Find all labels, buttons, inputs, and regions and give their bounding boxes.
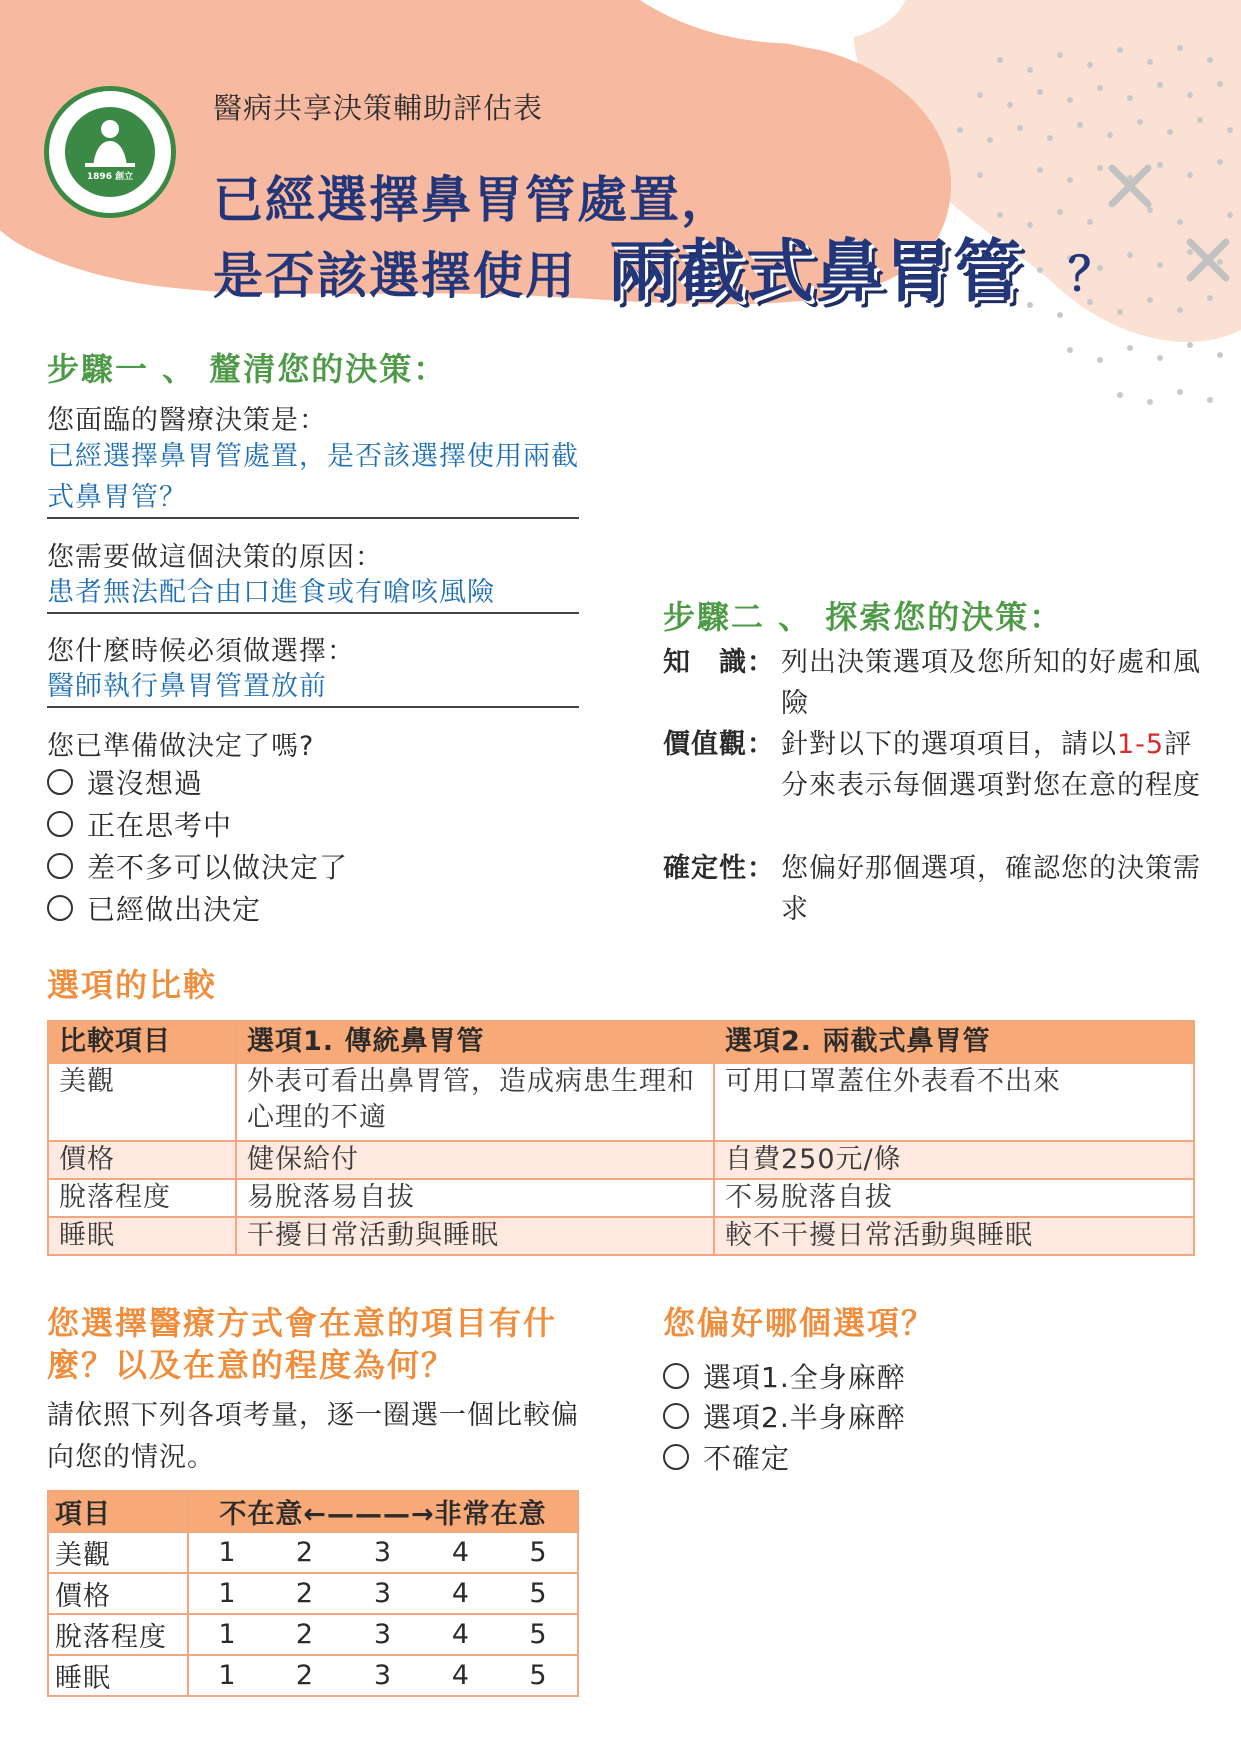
readiness-option[interactable] [47,762,203,802]
certainty-text: 您偏好那個選項，確認您的決策需求 [781,853,1201,925]
rating-option[interactable]: 2 [266,1573,344,1614]
rating-option[interactable]: 1 [188,1532,266,1573]
timing-answer: 醫師執行鼻胃管置放前 [47,671,327,702]
rating-option[interactable]: 2 [266,1532,344,1573]
preference-option[interactable] [663,1356,906,1396]
table-row [48,1063,1194,1141]
values-range: 1-5 [1117,729,1165,760]
step2-heading: 步驟二 、 探索您的決策： [663,598,1064,636]
values-text-post: 評分來表示每個選項對您在意的程度 [781,729,1201,801]
option-label: 還沒想過 [87,767,204,800]
title-question-mark: ？ [1068,247,1114,301]
item-label: 脫落程度 [48,1614,188,1655]
rating-option[interactable]: 2 [266,1655,344,1696]
table-row [48,1655,578,1696]
table-cell: 美觀 [48,1063,236,1141]
timing-question: 您什麼時候必須做選擇： [47,636,355,667]
knowledge-row [663,642,1203,732]
comparison-heading: 選項的比較 [47,966,218,1004]
divider [47,706,579,708]
title-line-1: 已經選擇鼻胃管處置， [213,170,733,229]
step1-heading: 步驟一 、 釐清您的決策： [47,350,448,388]
decision-answer: 已經選擇鼻胃管處置，是否該選擇使用兩截式鼻胃管？ [47,441,579,513]
reason-question: 您需要做這個決策的原因： [47,542,383,573]
table-cell: 干擾日常活動與睡眠 [236,1217,714,1255]
rating-option[interactable]: 3 [344,1655,422,1696]
divider [47,517,579,519]
item-label: 美觀 [48,1532,188,1573]
care-heading: 您選擇醫療方式會在意的項目有什麼？以及在意的程度為何？ [47,1304,558,1384]
rating-option[interactable]: 2 [266,1614,344,1655]
preference-heading: 您偏好哪個選項？ [663,1304,936,1342]
rating-option[interactable]: 1 [188,1655,266,1696]
values-label: 價值觀： [663,729,775,760]
logo-year: 1896 創立 [86,172,134,182]
radio-circle-icon[interactable] [47,895,73,921]
divider [47,612,579,614]
logo-emblem [65,107,155,197]
rating-option[interactable]: 5 [500,1614,578,1655]
rating-table [47,1490,579,1697]
rating-option[interactable]: 4 [422,1532,500,1573]
radio-circle-icon[interactable] [47,853,73,879]
option-label: 正在思考中 [87,809,233,842]
table-cell: 外表可看出鼻胃管，造成病患生理和心理的不適 [236,1063,714,1141]
column-header: 選項1. 傳統鼻胃管 [236,1021,714,1063]
radio-circle-icon[interactable] [47,769,73,795]
option-label: 選項1.全身麻醉 [703,1361,906,1394]
form-subtitle: 醫病共享決策輔助評估表 [213,91,544,125]
rating-option[interactable]: 3 [344,1532,422,1573]
decision-question: 您面臨的醫療決策是： [47,405,327,436]
radio-circle-icon[interactable] [663,1363,689,1389]
table-row [48,1217,1194,1255]
table-cell: 可用口罩蓋住外表看不出來 [714,1063,1194,1141]
item-label: 價格 [48,1573,188,1614]
knowledge-text: 列出決策選項及您所知的好處和風險 [781,647,1201,719]
table-row [48,1573,578,1614]
table-header-row [48,1491,578,1532]
table-cell: 睡眠 [48,1217,236,1255]
table-cell: 自費250元/條 [714,1141,1194,1179]
reason-answer: 患者無法配合由口進食或有嗆咳風險 [47,577,495,608]
preference-option[interactable] [663,1437,790,1477]
care-instruction: 請依照下列各項考量，逐一圈選一個比較偏向您的情況。 [47,1400,579,1473]
comparison-table [47,1020,1195,1256]
rating-option[interactable]: 1 [188,1573,266,1614]
preference-option[interactable] [663,1396,906,1436]
table-cell: 脫落程度 [48,1179,236,1217]
rating-option[interactable]: 1 [188,1614,266,1655]
hospital-logo [44,86,176,218]
radio-circle-icon[interactable] [663,1444,689,1470]
certainty-label: 確定性： [663,853,775,884]
rating-option[interactable]: 3 [344,1614,422,1655]
option-label: 差不多可以做決定了 [87,851,349,884]
rating-option[interactable]: 4 [422,1614,500,1655]
rating-option[interactable]: 3 [344,1573,422,1614]
values-row [663,724,1203,854]
option-label: 不確定 [703,1442,791,1475]
readiness-question: 您已準備做決定了嗎? [47,731,315,762]
scale-header: 不在意←———→非常在意 [188,1491,578,1532]
readiness-option[interactable] [47,888,261,928]
knowledge-label: 知 識： [663,647,775,678]
table-row [48,1179,1194,1217]
column-header: 比較項目 [48,1021,236,1063]
radio-circle-icon[interactable] [47,811,73,837]
title-emphasis: 兩截式鼻胃管 [608,232,1023,312]
readiness-option[interactable] [47,804,232,844]
values-text-pre: 針對以下的選項項目，請以 [781,729,1117,760]
column-header: 選項2. 兩截式鼻胃管 [714,1021,1194,1063]
option-label: 已經做出決定 [87,893,262,926]
table-cell: 不易脫落自拔 [714,1179,1194,1217]
table-cell: 健保給付 [236,1141,714,1179]
table-cell: 易脫落易自拔 [236,1179,714,1217]
readiness-option[interactable] [47,846,348,886]
radio-circle-icon[interactable] [663,1403,689,1429]
item-label: 睡眠 [48,1655,188,1696]
rating-option[interactable]: 4 [422,1655,500,1696]
rating-option[interactable]: 5 [500,1573,578,1614]
title-line-2-prefix: 是否該選擇使用 [213,246,577,305]
values-text [781,724,1201,806]
rating-option[interactable]: 5 [500,1532,578,1573]
table-cell: 價格 [48,1141,236,1179]
caregiver-figure-icon [65,107,155,197]
column-header: 項目 [48,1491,188,1532]
table-row [48,1141,1194,1179]
table-row [48,1532,578,1573]
rating-option[interactable]: 5 [500,1655,578,1696]
option-label: 選項2.半身麻醉 [703,1401,906,1434]
table-cell: 較不干擾日常活動與睡眠 [714,1217,1194,1255]
rating-option[interactable]: 4 [422,1573,500,1614]
certainty-row [663,848,1203,938]
table-row [48,1614,578,1655]
table-header-row [48,1021,1194,1063]
